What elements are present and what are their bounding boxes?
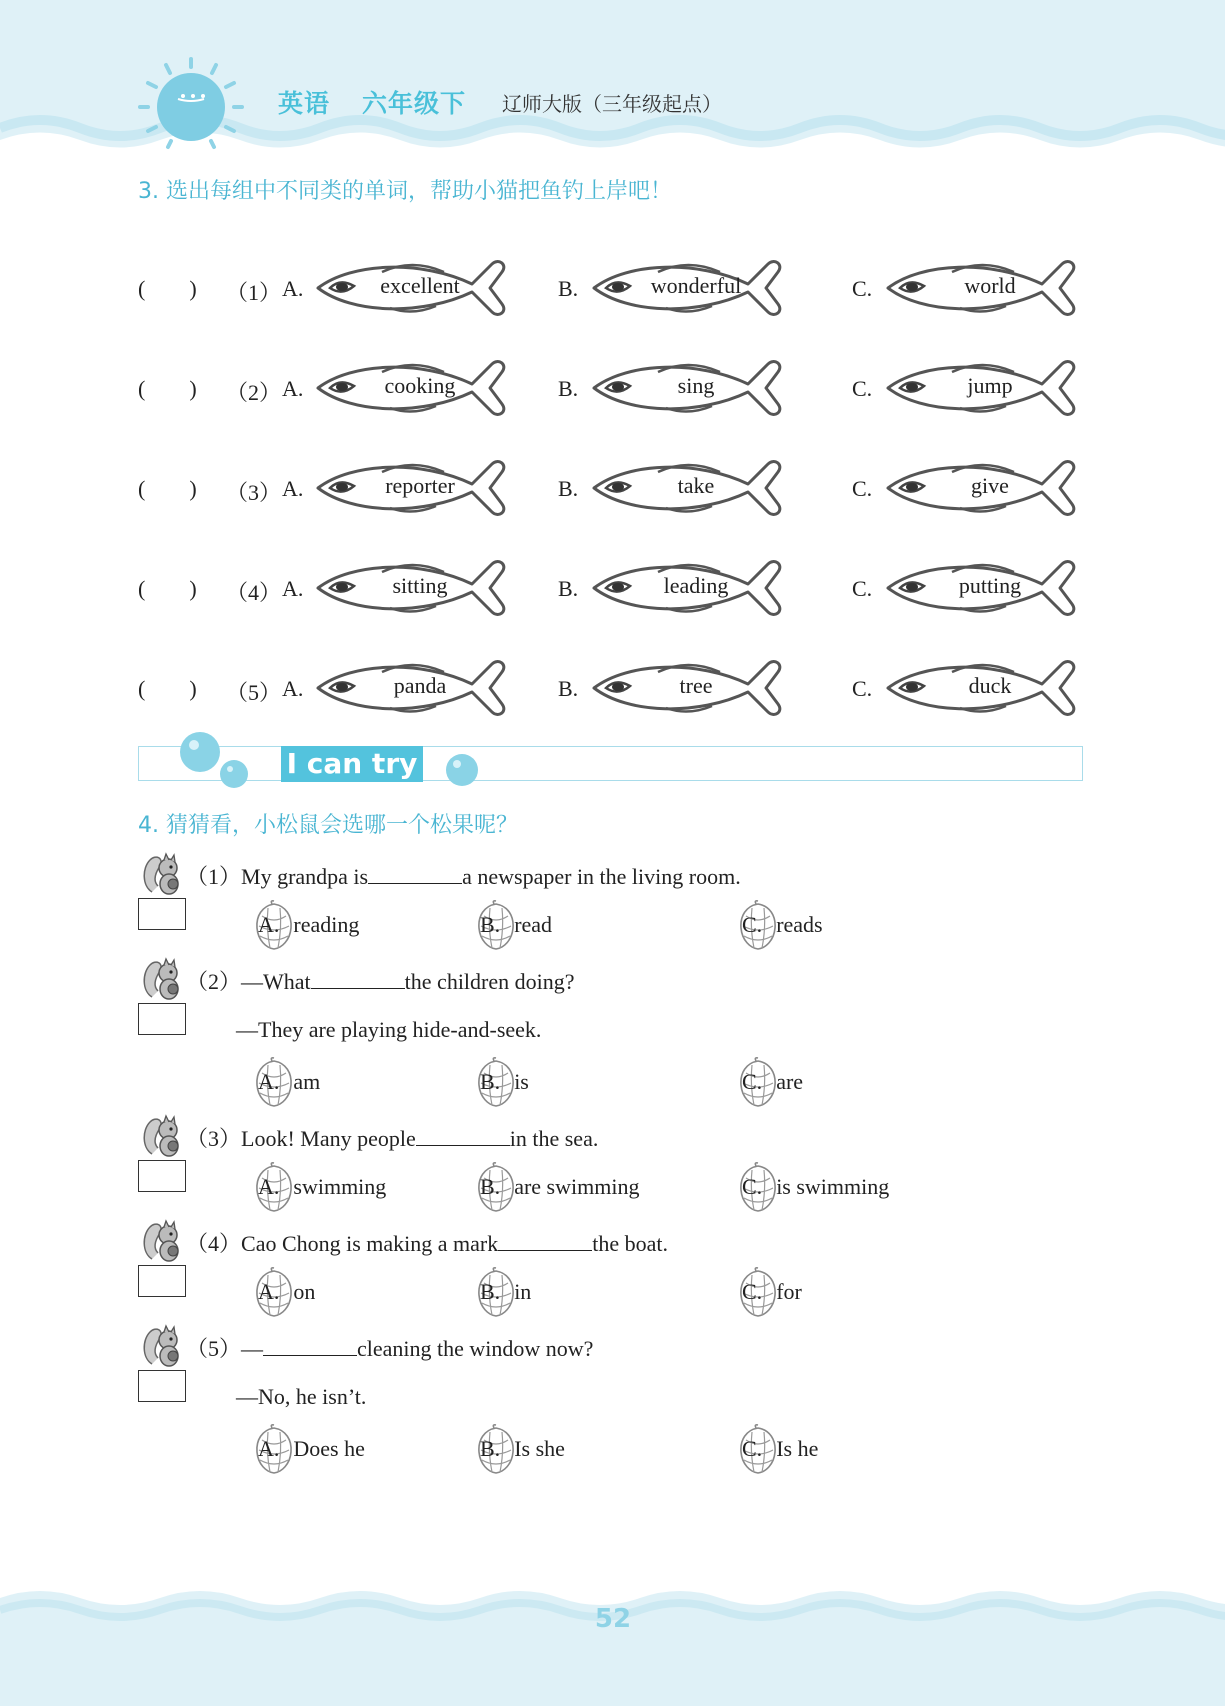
option-text: reading (293, 912, 360, 937)
option-letter-a: A. (282, 676, 304, 701)
fish-word: duck (968, 673, 1012, 698)
option-text: Is he (776, 1436, 819, 1461)
option-letter: C. (742, 1069, 763, 1094)
option-letter: B. (480, 1174, 501, 1199)
option-text: are (776, 1069, 804, 1094)
header-grade: 六年级下 (362, 89, 467, 118)
fish-option-b[interactable] (588, 558, 793, 618)
question-number: （1） (226, 280, 282, 305)
option-text: swimming (293, 1174, 387, 1199)
answer-paren[interactable]: ( ) (138, 276, 197, 301)
section-3-title: 3. 选出每组中不同类的单词，帮助小猫把鱼钓上岸吧！ (138, 179, 672, 204)
fish-word: world (964, 273, 1016, 298)
fish-word: take (677, 473, 715, 498)
question-number: （3） (186, 1126, 242, 1151)
sun-icon (136, 55, 246, 155)
option-letter-a: A. (282, 276, 304, 301)
header-subject: 英语 (278, 89, 331, 118)
fish-option-a[interactable] (312, 658, 517, 718)
question-text-before-blank: Look! Many people (241, 1126, 416, 1151)
fish-word: panda (393, 673, 447, 698)
question-text (186, 860, 741, 891)
fish-option-b[interactable] (588, 358, 793, 418)
question-text-before-blank: —What (241, 969, 311, 994)
fish-word: tree (679, 673, 713, 698)
pinecone-option-a[interactable] (258, 1069, 320, 1095)
fish-option-b[interactable] (588, 258, 793, 318)
fish-word: jump (967, 373, 1013, 398)
answer-box[interactable] (138, 1003, 186, 1035)
option-letter-b: B. (558, 376, 579, 401)
answer-paren[interactable]: ( ) (138, 576, 197, 601)
header-edition: 辽师大版（三年级起点） (502, 92, 722, 116)
fish-word: wonderful (650, 273, 742, 298)
option-letter-a: A. (282, 576, 304, 601)
i-can-try-banner-frame (138, 746, 1083, 781)
pinecone-option-c[interactable] (742, 1069, 803, 1095)
option-text: are swimming (514, 1174, 640, 1199)
option-letter: C. (742, 1174, 763, 1199)
option-letter: B. (480, 1069, 501, 1094)
question-text (186, 1122, 598, 1153)
pinecone-option-b[interactable] (480, 1174, 639, 1200)
answer-box[interactable] (138, 1265, 186, 1297)
fish-option-a[interactable] (312, 458, 517, 518)
question-text-after-blank: the boat. (592, 1231, 669, 1256)
option-letter: C. (742, 912, 763, 937)
option-letter-c: C. (852, 676, 873, 701)
option-letter-a: A. (282, 376, 304, 401)
option-text: in (514, 1279, 532, 1304)
answer-box[interactable] (138, 1370, 186, 1402)
fish-word: sing (677, 373, 715, 398)
question-text (186, 1332, 593, 1363)
option-text: is swimming (776, 1174, 890, 1199)
option-letter: C. (742, 1279, 763, 1304)
pinecone-option-b[interactable] (480, 912, 552, 938)
option-letter-c: C. (852, 576, 873, 601)
fish-word: sitting (392, 573, 448, 598)
fish-option-a[interactable] (312, 258, 517, 318)
question-text-after-blank: a newspaper in the living room. (462, 864, 741, 889)
pinecone-option-c[interactable] (742, 1279, 802, 1305)
page-number: 52 (594, 1604, 632, 1634)
question-text (186, 965, 575, 996)
option-text: on (293, 1279, 316, 1304)
answer-box[interactable] (138, 898, 186, 930)
fish-word: excellent (380, 273, 460, 298)
option-letter: A. (258, 912, 280, 937)
pinecone-option-a[interactable] (258, 1174, 386, 1200)
i-can-try-label: I can try (281, 746, 423, 782)
section-4-title: 4. 猜猜看，小松鼠会选哪一个松果呢？ (138, 813, 518, 838)
option-letter-c: C. (852, 476, 873, 501)
question-text-after-blank: the children doing? (404, 969, 575, 994)
option-letter-b: B. (558, 576, 579, 601)
fish-option-c[interactable] (882, 358, 1087, 418)
footer-wave-background (0, 1580, 1225, 1706)
option-letter: B. (480, 912, 501, 937)
question-text-after-blank: cleaning the window now? (357, 1336, 594, 1361)
question-number: （1） (186, 864, 242, 889)
bubbles-icon (178, 728, 258, 792)
question-number: （5） (186, 1336, 242, 1361)
option-text: read (514, 912, 553, 937)
question-second-line: —No, he isn’t. (236, 1384, 367, 1409)
pinecone-option-c[interactable] (742, 912, 823, 938)
squirrel-icon (140, 957, 186, 1008)
pinecone-option-c[interactable] (742, 1174, 889, 1200)
fish-option-b[interactable] (588, 458, 793, 518)
question-number: （4） (186, 1231, 242, 1256)
fish-option-c[interactable] (882, 458, 1087, 518)
fish-option-c[interactable] (882, 658, 1087, 718)
fill-in-blank[interactable] (498, 1230, 592, 1251)
squirrel-icon (140, 1324, 186, 1375)
pinecone-option-b[interactable] (480, 1279, 531, 1305)
bubble-icon (444, 750, 480, 790)
question-text-after-blank: in the sea. (509, 1126, 599, 1151)
fish-option-a[interactable] (312, 558, 517, 618)
option-letter: C. (742, 1436, 763, 1461)
fill-in-blank[interactable] (368, 863, 462, 884)
fish-option-c[interactable] (882, 558, 1087, 618)
pinecone-option-a[interactable] (258, 1436, 365, 1462)
question-number: （2） (186, 969, 242, 994)
question-second-line: —They are playing hide-and-seek. (236, 1017, 542, 1042)
squirrel-icon (140, 1219, 186, 1270)
option-text: am (293, 1069, 321, 1094)
squirrel-icon (140, 852, 186, 903)
question-text-before-blank: My grandpa is (241, 864, 369, 889)
option-text: reads (776, 912, 823, 937)
option-letter: B. (480, 1279, 501, 1304)
option-letter: B. (480, 1436, 501, 1461)
question-text-before-blank: Cao Chong is making a mark (241, 1231, 499, 1256)
answer-box[interactable] (138, 1160, 186, 1192)
question-number: （2） (226, 380, 282, 405)
fill-in-blank[interactable] (263, 1335, 357, 1356)
option-letter-c: C. (852, 276, 873, 301)
fish-word: give (971, 473, 1009, 498)
option-letter-b: B. (558, 476, 579, 501)
question-number: （5） (226, 680, 282, 705)
pinecone-option-b[interactable] (480, 1069, 529, 1095)
pinecone-option-b[interactable] (480, 1436, 565, 1462)
option-letter: A. (258, 1174, 280, 1199)
answer-paren[interactable]: ( ) (138, 376, 197, 401)
option-letter: A. (258, 1069, 280, 1094)
option-text: Does he (293, 1436, 365, 1461)
option-text: Is she (514, 1436, 565, 1461)
question-number: （3） (226, 480, 282, 505)
fish-word: reporter (385, 473, 455, 498)
option-letter: A. (258, 1279, 280, 1304)
fish-word: putting (958, 573, 1022, 598)
fish-word: leading (663, 573, 729, 598)
option-letter: A. (258, 1436, 280, 1461)
option-text: for (776, 1279, 802, 1304)
option-letter-b: B. (558, 276, 579, 301)
answer-paren[interactable]: ( ) (138, 476, 197, 501)
option-letter-a: A. (282, 476, 304, 501)
question-number: （4） (226, 580, 282, 605)
fish-option-a[interactable] (312, 358, 517, 418)
question-text-before-blank: — (241, 1336, 264, 1361)
fish-option-c[interactable] (882, 258, 1087, 318)
answer-paren[interactable]: ( ) (138, 676, 197, 701)
fish-word: cooking (384, 373, 456, 398)
pinecone-option-a[interactable] (258, 912, 359, 938)
pinecone-option-c[interactable] (742, 1436, 818, 1462)
fish-option-b[interactable] (588, 658, 793, 718)
fill-in-blank[interactable] (416, 1125, 510, 1146)
pinecone-option-a[interactable] (258, 1279, 315, 1305)
option-letter-b: B. (558, 676, 579, 701)
squirrel-icon (140, 1114, 186, 1165)
fill-in-blank[interactable] (311, 968, 405, 989)
option-letter-c: C. (852, 376, 873, 401)
question-text (186, 1227, 668, 1258)
option-text: is (514, 1069, 529, 1094)
